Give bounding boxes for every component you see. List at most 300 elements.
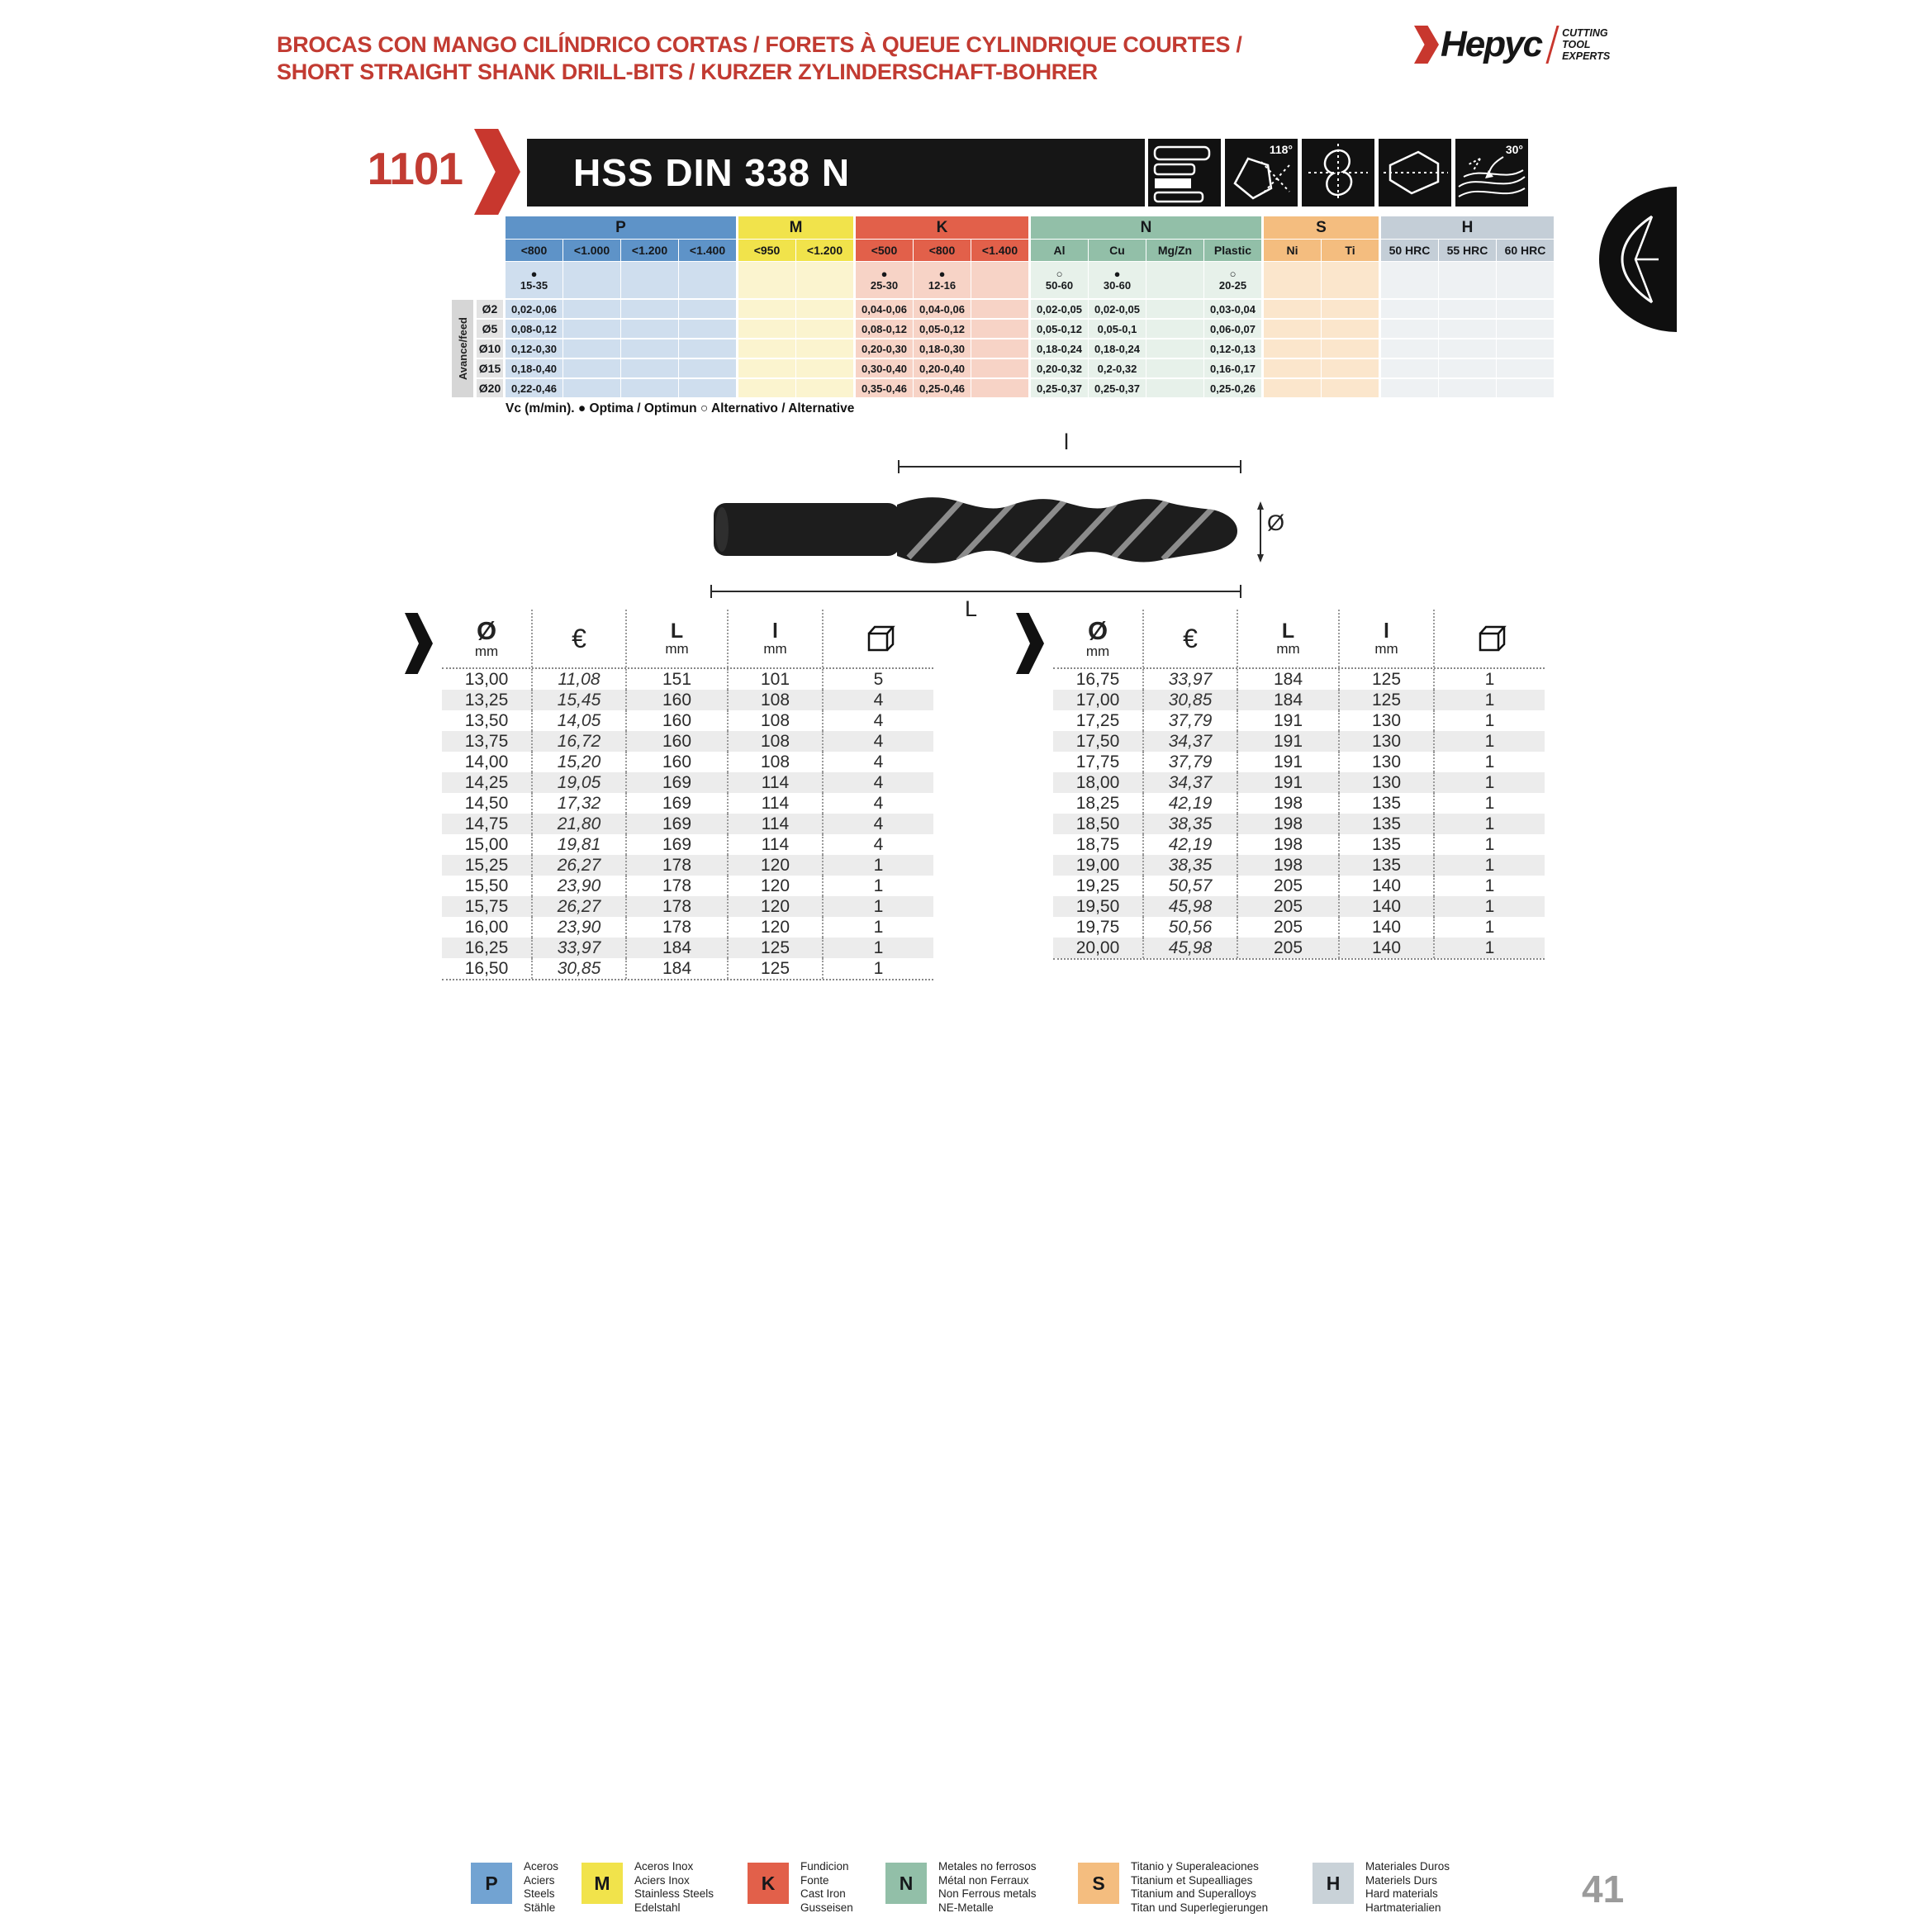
header-length-total — [1237, 610, 1338, 667]
logo-tagline-2: TOOL — [1562, 39, 1591, 50]
matrix-cell — [738, 359, 795, 377]
matrix-cell — [971, 379, 1028, 397]
matrix-optimum-cell — [679, 262, 736, 298]
cell-diameter: 13,50 — [464, 710, 509, 730]
matrix-cell: 0,02-0,06 — [506, 300, 563, 318]
cell-price: 26,27 — [531, 896, 625, 917]
matrix-optimum-cell — [621, 262, 678, 298]
legend-line: Titan und Superlegierungen — [1131, 1901, 1269, 1914]
cell-length-total: 198 — [1237, 814, 1338, 834]
cell-diameter: 15,00 — [464, 834, 509, 854]
matrix-optimum-cell — [506, 262, 563, 298]
matrix-speed-header: Ti — [1322, 240, 1379, 261]
table-row — [442, 793, 933, 814]
matrix-speed-header: Ni — [1264, 240, 1321, 261]
matrix-group-header-N: N — [1031, 216, 1261, 239]
cell-length-flute: 125 — [1338, 669, 1433, 690]
cell-price: 38,35 — [1142, 814, 1237, 834]
cell-length-flute: 140 — [1338, 896, 1433, 917]
cell-diameter: 13,25 — [464, 690, 509, 710]
matrix-optimum-cell — [1264, 262, 1321, 298]
matrix-cell — [1264, 339, 1321, 358]
matrix-cell: 0,08-0,12 — [506, 320, 563, 338]
matrix-cell — [563, 339, 620, 358]
matrix-optimum-cell — [1439, 262, 1496, 298]
matrix-cell — [1146, 300, 1203, 318]
matrix-group-header-P: P — [506, 216, 736, 239]
cell-length-total: 198 — [1237, 834, 1338, 855]
matrix-speed-header: <500 — [856, 240, 913, 261]
legend-line: Stainless Steels — [634, 1887, 714, 1900]
cell-length-flute: 130 — [1338, 772, 1433, 793]
matrix-axis-text: Avance/feed — [456, 316, 469, 381]
matrix-cell — [679, 320, 736, 338]
cell-length-total: 178 — [625, 917, 727, 938]
matrix-cell — [796, 300, 853, 318]
page-title — [277, 31, 1242, 86]
cell-price: 15,20 — [531, 752, 625, 772]
cell-length-flute: 135 — [1338, 793, 1433, 814]
matrix-cell — [1322, 300, 1379, 318]
matrix-optimum-cell — [914, 262, 971, 298]
cell-length-total: 178 — [625, 876, 727, 896]
matrix-cell — [1497, 320, 1554, 338]
matrix-cell — [1264, 300, 1321, 318]
optimum-dot: ● — [530, 268, 538, 280]
matrix-optimum-cell — [1089, 262, 1146, 298]
drill-diagram — [702, 417, 1297, 643]
matrix-speed-header: Cu — [1089, 240, 1146, 261]
matrix-cell: 0,25-0,37 — [1089, 379, 1146, 397]
cell-qty: 4 — [822, 752, 933, 772]
cell-price: 17,32 — [531, 793, 625, 814]
matrix-cell: 0,30-0,40 — [856, 359, 913, 377]
cell-price: 34,37 — [1142, 731, 1237, 752]
matrix-cell — [679, 300, 736, 318]
cell-diameter: 19,00 — [1075, 855, 1120, 875]
cell-qty: 1 — [1433, 834, 1545, 855]
logo-slash — [1545, 26, 1559, 64]
table-row — [1053, 752, 1545, 772]
legend-line: Aceros — [524, 1860, 559, 1873]
table-row — [442, 690, 933, 710]
shank-profile-icon — [1148, 139, 1221, 206]
matrix-cell — [1381, 339, 1438, 358]
point-angle-118-icon — [1225, 139, 1298, 206]
length-total-symbol: L — [1281, 619, 1295, 643]
table-row — [442, 731, 933, 752]
cell-price: 50,57 — [1142, 876, 1237, 896]
matrix-cell: 0,05-0,1 — [1089, 320, 1146, 338]
cell-qty: 1 — [1433, 876, 1545, 896]
optimum-dot: ○ — [1229, 268, 1237, 280]
cell-price: 34,37 — [1142, 772, 1237, 793]
legend-line: Titanio y Superaleaciones — [1131, 1860, 1259, 1873]
matrix-optimum-cell — [1497, 262, 1554, 298]
table-row — [1053, 896, 1545, 917]
matrix-cell — [621, 320, 678, 338]
matrix-cell — [971, 359, 1028, 377]
flute-length-label: l — [1064, 430, 1069, 454]
matrix-optimum-cell — [1146, 262, 1203, 298]
cell-diameter: 13,00 — [464, 669, 509, 689]
legend-line: Materiels Durs — [1365, 1873, 1438, 1887]
cell-price: 30,85 — [1142, 690, 1237, 710]
table-row — [442, 710, 933, 731]
legend-line: Fonte — [800, 1873, 829, 1887]
length-total-symbol: L — [670, 619, 684, 643]
cell-diameter: 14,00 — [464, 752, 509, 771]
cell-length-flute: 140 — [1338, 876, 1433, 896]
cell-length-flute: 114 — [727, 772, 822, 793]
matrix-cell: 0,35-0,46 — [856, 379, 913, 397]
matrix-cell — [679, 379, 736, 397]
drill-point-icon — [1599, 187, 1677, 332]
cell-length-total: 178 — [625, 896, 727, 917]
cell-qty: 1 — [1433, 793, 1545, 814]
cell-diameter: 17,75 — [1075, 752, 1120, 771]
matrix-optimum-cell — [1381, 262, 1438, 298]
legend-line: Métal non Ferraux — [938, 1873, 1029, 1887]
legend-swatch-N: N — [885, 1863, 927, 1904]
length-flute-unit: mm — [1374, 641, 1398, 657]
matrix-optimum-cell — [1322, 262, 1379, 298]
technical-icons — [1148, 139, 1528, 206]
matrix-cell — [1497, 359, 1554, 377]
cell-length-total: 160 — [625, 690, 727, 710]
matrix-speed-header: Al — [1031, 240, 1088, 261]
length-flute-symbol: l — [1384, 619, 1389, 643]
optimum-value: 20-25 — [1218, 279, 1247, 292]
optimum-value: 15-35 — [520, 279, 548, 292]
matrix-cell — [796, 379, 853, 397]
matrix-cell: 0,06-0,07 — [1204, 320, 1261, 338]
table-row — [1053, 917, 1545, 938]
matrix-cell — [1497, 339, 1554, 358]
cell-length-flute: 101 — [727, 669, 822, 690]
legend-swatch-H: H — [1313, 1863, 1354, 1904]
cell-qty: 1 — [822, 876, 933, 896]
optimum-dot: ● — [1113, 268, 1121, 280]
cell-length-flute: 130 — [1338, 752, 1433, 772]
diameter-symbol: Ø — [1087, 616, 1108, 645]
legend-line: Aceros Inox — [634, 1860, 694, 1873]
legend-line: Aciers — [524, 1873, 555, 1887]
table-row — [442, 896, 933, 917]
logo-tagline — [1562, 27, 1610, 62]
matrix-cell — [738, 339, 795, 358]
cell-length-flute: 130 — [1338, 731, 1433, 752]
logo-chevron-icon — [1414, 26, 1439, 64]
cell-length-total: 169 — [625, 793, 727, 814]
cell-qty: 1 — [822, 938, 933, 958]
matrix-row-label: Ø20 — [477, 379, 503, 397]
cell-length-flute: 108 — [727, 731, 822, 752]
cell-qty: 1 — [1433, 690, 1545, 710]
matrix-cell — [1381, 359, 1438, 377]
cell-length-total: 198 — [1237, 793, 1338, 814]
product-banner — [527, 139, 1145, 206]
cell-price: 42,19 — [1142, 793, 1237, 814]
euro-symbol: € — [1183, 623, 1198, 653]
legend-text-M — [634, 1860, 714, 1915]
header-price — [531, 610, 625, 667]
legend-line: Hartmaterialien — [1365, 1901, 1441, 1914]
table-row — [442, 772, 933, 793]
header-diameter — [442, 610, 531, 667]
matrix-cell — [738, 300, 795, 318]
matrix-cell: 0,18-0,24 — [1089, 339, 1146, 358]
cell-price: 45,98 — [1142, 938, 1237, 958]
table-row — [442, 752, 933, 772]
cell-qty: 4 — [822, 772, 933, 793]
legend-line: Gusseisen — [800, 1901, 853, 1914]
matrix-cell — [1322, 320, 1379, 338]
cell-length-total: 160 — [625, 731, 727, 752]
cell-length-total: 191 — [1237, 752, 1338, 772]
length-flute-unit: mm — [763, 641, 787, 657]
cell-qty: 1 — [1433, 752, 1545, 772]
logo-tagline-3: EXPERTS — [1562, 50, 1611, 62]
cell-length-total: 184 — [625, 958, 727, 979]
matrix-speed-header: <1.000 — [563, 240, 620, 261]
matrix-cell — [796, 339, 853, 358]
matrix-cell — [796, 359, 853, 377]
matrix-row-label: Ø15 — [477, 359, 503, 377]
matrix-cell: 0,05-0,12 — [914, 320, 971, 338]
matrix-speed-header: <800 — [914, 240, 971, 261]
cell-diameter: 15,50 — [464, 876, 509, 895]
matrix-speed-header: Mg/Zn — [1146, 240, 1203, 261]
matrix-group-header-H: H — [1381, 216, 1554, 239]
cell-diameter: 19,25 — [1075, 876, 1120, 895]
legend-line: Hard materials — [1365, 1887, 1438, 1900]
cell-length-flute: 140 — [1338, 917, 1433, 938]
header-length-flute — [1338, 610, 1433, 667]
table-row — [1053, 669, 1545, 690]
matrix-cell — [971, 320, 1028, 338]
matrix-cell: 0,18-0,24 — [1031, 339, 1088, 358]
optimum-dot: ○ — [1056, 268, 1063, 280]
cell-length-flute: 135 — [1338, 834, 1433, 855]
cell-price: 15,45 — [531, 690, 625, 710]
matrix-speed-header: 50 HRC — [1381, 240, 1438, 261]
diameter-unit: mm — [1085, 643, 1110, 659]
legend-swatch-K: K — [748, 1863, 789, 1904]
matrix-row-label: Ø2 — [477, 300, 503, 318]
cell-length-flute: 108 — [727, 710, 822, 731]
cell-price: 37,79 — [1142, 752, 1237, 772]
matrix-speed-header: <1.400 — [679, 240, 736, 261]
length-total-unit: mm — [1276, 641, 1300, 657]
matrix-cell: 0,03-0,04 — [1204, 300, 1261, 318]
matrix-speed-header: <950 — [738, 240, 795, 261]
table-row — [442, 938, 933, 958]
logo-brand: Hepyc — [1441, 24, 1542, 64]
cell-qty: 4 — [822, 834, 933, 855]
matrix-cell — [1381, 300, 1438, 318]
legend-line: Stähle — [524, 1901, 556, 1914]
matrix-cell: 0,08-0,12 — [856, 320, 913, 338]
matrix-cell — [1146, 359, 1203, 377]
cell-diameter: 18,75 — [1075, 834, 1120, 854]
price-table-header — [1053, 610, 1545, 669]
matrix-axis-label — [452, 300, 473, 397]
optimum-value: 50-60 — [1045, 279, 1074, 292]
cell-price: 23,90 — [531, 876, 625, 896]
matrix-speed-header: 55 HRC — [1439, 240, 1496, 261]
matrix-cell — [738, 320, 795, 338]
cell-qty: 1 — [822, 855, 933, 876]
cell-length-total: 205 — [1237, 917, 1338, 938]
cell-price: 38,35 — [1142, 855, 1237, 876]
cell-price: 30,85 — [531, 958, 625, 979]
legend-line: NE-Metalle — [938, 1901, 994, 1914]
cell-length-total: 205 — [1237, 896, 1338, 917]
header-price — [1142, 610, 1237, 667]
cell-length-total: 198 — [1237, 855, 1338, 876]
matrix-optimum-cell — [738, 262, 795, 298]
diameter-unit: mm — [474, 643, 499, 659]
matrix-cell: 0,20-0,40 — [914, 359, 971, 377]
cell-diameter: 14,50 — [464, 793, 509, 813]
cell-diameter: 15,75 — [464, 896, 509, 916]
cell-length-total: 160 — [625, 710, 727, 731]
cell-length-total: 191 — [1237, 772, 1338, 793]
matrix-cell — [621, 339, 678, 358]
product-name: HSS DIN 338 N — [573, 151, 851, 194]
header-length-flute — [727, 610, 822, 667]
matrix-cell: 0,25-0,26 — [1204, 379, 1261, 397]
table-row — [1053, 938, 1545, 958]
cell-length-flute: 135 — [1338, 814, 1433, 834]
matrix-cell: 0,02-0,05 — [1031, 300, 1088, 318]
cell-diameter: 13,75 — [464, 731, 509, 751]
matrix-optimum-cell — [563, 262, 620, 298]
matrix-cell — [971, 339, 1028, 358]
matrix-group-header-S: S — [1264, 216, 1379, 239]
optimum-dot: ● — [938, 268, 946, 280]
matrix-cell — [1322, 359, 1379, 377]
length-total-unit: mm — [665, 641, 689, 657]
price-table-header — [442, 610, 933, 669]
cell-price: 21,80 — [531, 814, 625, 834]
table-row — [1053, 876, 1545, 896]
box-icon — [1433, 610, 1545, 667]
cell-price: 50,56 — [1142, 917, 1237, 938]
cell-length-flute: 120 — [727, 876, 822, 896]
legend-line: Non Ferrous metals — [938, 1887, 1037, 1900]
cell-length-flute: 125 — [727, 958, 822, 979]
total-length-label: L — [965, 596, 978, 621]
matrix-cell — [563, 359, 620, 377]
cell-price: 33,97 — [531, 938, 625, 958]
matrix-speed-header: <800 — [506, 240, 563, 261]
cell-price: 11,08 — [531, 669, 625, 690]
matrix-speed-header: <1.200 — [621, 240, 678, 261]
cell-qty: 1 — [822, 958, 933, 979]
cell-diameter: 15,25 — [464, 855, 509, 875]
legend-swatch-M: M — [581, 1863, 623, 1904]
title-line-1: BROCAS CON MANGO CILÍNDRICO CORTAS / FORETS À QUEUE CYLINDRIQUE COURTES / — [277, 32, 1242, 57]
matrix-optimum-cell — [856, 262, 913, 298]
matrix-cell — [563, 320, 620, 338]
optimum-value: 12-16 — [928, 279, 957, 292]
table-row — [442, 814, 933, 834]
table-row — [442, 855, 933, 876]
legend-line: Cast Iron — [800, 1887, 846, 1900]
legend-text-H — [1365, 1860, 1450, 1915]
cell-diameter: 16,00 — [464, 917, 509, 937]
matrix-optimum-cell — [796, 262, 853, 298]
matrix-cell: 0,05-0,12 — [1031, 320, 1088, 338]
cell-qty: 1 — [1433, 814, 1545, 834]
matrix-cell: 0,2-0,32 — [1089, 359, 1146, 377]
matrix-row-label: Ø10 — [477, 339, 503, 358]
table-row — [1053, 772, 1545, 793]
matrix-cell — [621, 379, 678, 397]
page-number: 41 — [1582, 1868, 1625, 1911]
legend-swatch-P: P — [471, 1863, 512, 1904]
matrix-cell — [1264, 379, 1321, 397]
matrix-cell — [679, 359, 736, 377]
product-code: 1101 — [367, 143, 463, 194]
matrix-cell: 0,25-0,46 — [914, 379, 971, 397]
price-table-grid — [1053, 610, 1545, 960]
cell-qty: 1 — [1433, 772, 1545, 793]
matrix-cell: 0,18-0,30 — [914, 339, 971, 358]
matrix-cell — [1439, 379, 1496, 397]
hepyc-logo — [1414, 21, 1610, 68]
cell-length-flute: 108 — [727, 752, 822, 772]
page-edge-tab — [1599, 187, 1677, 332]
point-angle-label: 118° — [1269, 143, 1293, 156]
optimum-value: 25-30 — [870, 279, 899, 292]
table-row — [442, 669, 933, 690]
cell-length-total: 169 — [625, 834, 727, 855]
cell-diameter: 16,50 — [464, 958, 509, 978]
header-length-total — [625, 610, 727, 667]
matrix-speed-header: <1.200 — [796, 240, 853, 261]
cell-length-flute: 120 — [727, 917, 822, 938]
table-row — [442, 958, 933, 979]
header-diameter — [1053, 610, 1142, 667]
matrix-cell — [1439, 339, 1496, 358]
matrix-group-header-M: M — [738, 216, 853, 239]
cell-diameter: 16,25 — [464, 938, 509, 957]
cell-length-total: 178 — [625, 855, 727, 876]
title-line-2: SHORT STRAIGHT SHANK DRILL-BITS / KURZER ZYLINDERSCHAFT-BOHRER — [277, 59, 1098, 84]
cell-diameter: 17,25 — [1075, 710, 1120, 730]
matrix-cell — [738, 379, 795, 397]
matrix-cell — [1439, 300, 1496, 318]
cell-price: 23,90 — [531, 917, 625, 938]
matrix-cell — [1146, 339, 1203, 358]
cell-price: 19,05 — [531, 772, 625, 793]
table-chevron-icon — [405, 613, 433, 674]
matrix-footnote: Vc (m/min). ● Optima / Optimun ○ Alternativo / Alternative — [506, 401, 855, 415]
cell-length-flute: 130 — [1338, 710, 1433, 731]
table-row — [1053, 855, 1545, 876]
matrix-cell: 0,04-0,06 — [914, 300, 971, 318]
helix-angle-30-icon — [1455, 139, 1528, 206]
matrix-cell: 0,20-0,32 — [1031, 359, 1088, 377]
matrix-cell — [1381, 379, 1438, 397]
matrix-cell — [621, 300, 678, 318]
cell-length-flute: 125 — [1338, 690, 1433, 710]
matrix-cell — [1322, 339, 1379, 358]
cell-qty: 4 — [822, 793, 933, 814]
